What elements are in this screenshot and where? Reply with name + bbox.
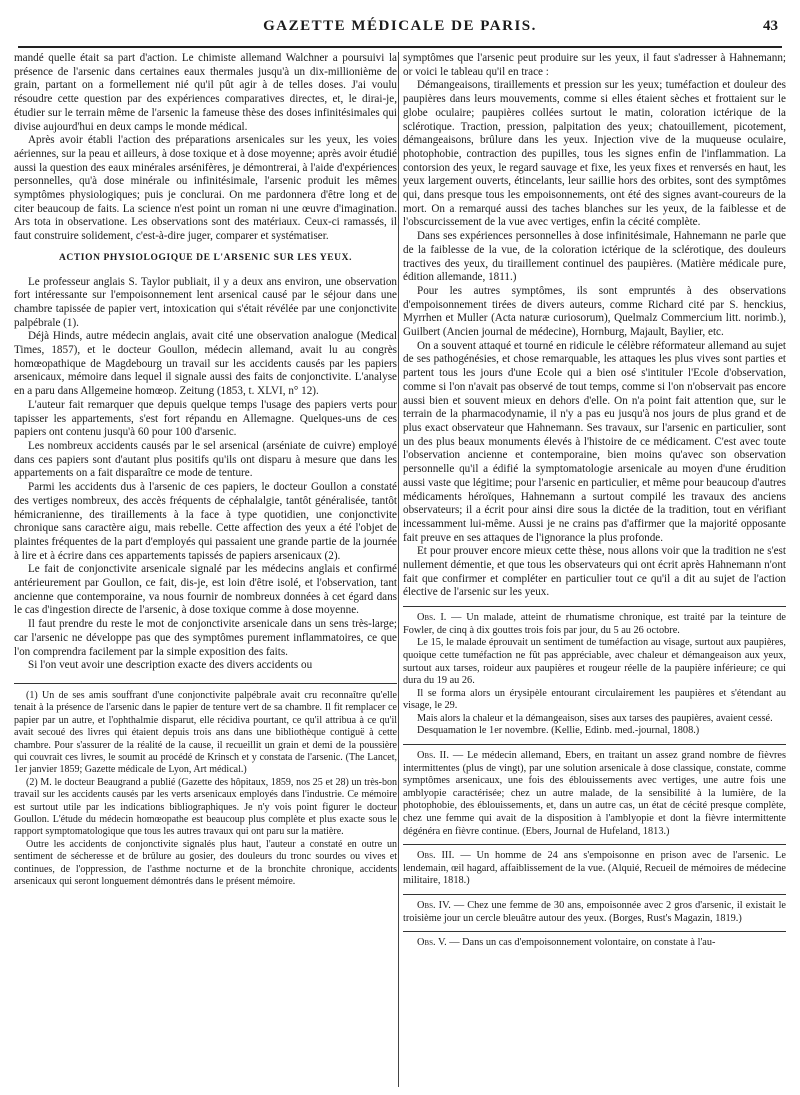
- observation-separator: [403, 844, 786, 845]
- paragraph: Le professeur anglais S. Taylor publiait, il y a deux ans environ, une observation fort intéressante sur l'empoisonnement lent arsenical causé par le séjour dans une chambre tapissée de papier vert, intoxication qui s'était révélée par une conjonctivite palpébrale (1).: [14, 275, 397, 329]
- observation-label: Obs. V.: [417, 937, 447, 949]
- paragraph: Parmi les accidents dus à l'arsenic de ces papiers, le docteur Goullon a constaté des vertiges nombreux, des accès fréquents de céphalalgie, tantôt généralisée, tantôt hémicranienne, des tiraillements à la face à type quotidien, une conjonctivite chronique sans caractère aigu, mais rebelle. Cette affection des yeux a été l'objet de plaintes fréquentes de la part d'employés qui passaient une grande partie de la journée à lire et à écrire dans ces appartements tapissés de papiers arsenicaux (2).: [14, 481, 397, 562]
- paragraph: Démangeaisons, tiraillements et pression sur les yeux; tuméfaction et douleur des paupières dans leurs mouvements, comme si elles étaient sèches et frottaient sur le globe oculaire; paupières collées surtout le matin, coloration ictérique de la sclérotique. Traction, pression, palpitation des yeux; chatouillement, picotement, démangeaisons, brûlure dans les yeux. Injection vive de la muqueuse oculaire, photophobie, contraction des pupilles, tous les signes enfin de l'inflammation. La contorsion des yeux, le regard sauvage et fixe, les yeux fixes et renversés en haut, les yeux largement ouverts, étincelants, leur saillie hors des orbites, sont des symptômes qui, dans presque tous les empoisonnements, ont été des signes avant-coureurs de la mort. On a remarqué aussi des taches blanches sur les yeux, de la faiblesse et de l'obscurcissement de la vue avec vertiges, enfin la cécité complète.: [403, 79, 786, 229]
- observation-text: — Chez une femme de 30 ans, empoisonnée avec 2 gros d'arsenic, il existait le troisième jour un cercle bleuâtre autour des yeux. (Borges, Rust's Magazin, 1819.): [403, 900, 786, 924]
- section-heading: ACTION PHYSIOLOGIQUE DE L'ARSENIC SUR LES YEUX.: [58, 252, 353, 263]
- observation-text: Il se forma alors un érysipèle entourant circulairement les paupières et s'étendant au visage, le 29.: [403, 687, 786, 712]
- observation-5: [403, 937, 786, 950]
- observation-text: Desquamation le 1er novembre. (Kellie, Edinb. med.-journal, 1808.): [417, 725, 700, 737]
- footnote-2-continued: Outre les accidents de conjonctivite signalés plus haut, l'auteur a constaté en outre un sentiment de sécheresse et de brûlure au gosier, des douleurs du tronc sourdes ou vives et continues, de l'oppression, de l'asthme nocturne et de la bronchite chronique, accidents arsenicaux qui seront longuement démontrés dans le présent mémoire.: [14, 838, 397, 888]
- journal-title: GAZETTE MÉDICALE DE PARIS.: [263, 18, 537, 34]
- footnote-1: (1) Un de ses amis souffrant d'une conjonctivite palpébrale avait cru reconnaître qu'elle tenait à la présence de l'arsenic dans le papier de tenture vert de sa chambre. Il fit remplacer ce papier par un autre, et l'ophthalmie disparut, elle récidiva pourtant, ce qu'il attribua à ce qu'il avait secoué des livres qui étaient depuis trois ans dans une bibliothèque contiguë à cette chambre. Pour s'assurer de la réalité de la cause, il recueillit un grain et demi de la poussière qui couvrait ces livres, le soumit au procédé de Krinsch et y constata de l'arsenic. (The Lancet, 1er janvier 1859; Gazette médicale de Lyon, Art médical.): [14, 689, 397, 776]
- observation-2: [403, 750, 786, 838]
- observation-text: Mais alors la chaleur et la démangeaison, sises aux tarses des paupières, avaient cessé.: [417, 712, 773, 724]
- page-header: [18, 12, 782, 48]
- page-number: 43: [763, 18, 778, 34]
- observation-separator: [403, 606, 786, 607]
- paragraph: Dans ses expériences personnelles à dose infinitésimale, Hahnemann ne parle que de la faiblesse de la vue, de la coloration ictérique de la sclérotique, des douleurs tractives des yeux, du tiraillement continuel des paupières. (Matière médicale pure, édition allemande, 1811.): [403, 230, 786, 284]
- paragraph: Et pour prouver encore mieux cette thèse, nous allons voir que la tradition ne s'est nullement démentie, et que tous les observateurs qui ont écrit après Hahnemann n'ont fait que confirmer et compléter en particulier tout ce qu'il a dit au sujet de l'action élective de l'arsenic sur les yeux.: [403, 545, 786, 599]
- paragraph: On a souvent attaqué et tourné en ridicule le célèbre réformateur allemand au sujet de ses pathogénésies, et chose remarquable, les attaques les plus vives sont parties et partent tous les jours d'une Ecole qui a bien osé s'intituler l'Ecole d'observation, comme si l'on n'avait pas observé de tout temps, comme si l'on n'observait pas encore aussi bien et souvent mieux en dehors d'elle. On n'a point fait attention que, sur le terrain de la pharmacodynamie, il n'y a pas eu jusqu'à nos jours de plus grand et de plus exact observateur que Hahnemann. Ses travaux, sur l'arsenic en particulier, sont un des plus beaux monuments élevés à l'histoire de ce médicament. C'est avec toute l'observation ancienne et contemporaine, bien moins qu'avec son observation personnelle qu'il a édifié la symptomatologie arsenicale au moyen d'une érudition aussi vaste que légitime; pour l'arsenic en particulier, et même pour beaucoup d'autres médicaments héroïques, Hahnemann a surtout compilé les travaux des anciens observateurs; il a écrit pour ainsi dire sous la dictée de la tradition, tout en vérifiant incessamment lui-même. Aussi je ne crains pas d'affirmer que la majorité opposante fait preuve en ses attaques de l'ignorance la plus profonde.: [403, 339, 786, 544]
- observation-separator: [403, 931, 786, 932]
- observation-label: Obs. IV.: [417, 900, 451, 911]
- column-divider: [398, 52, 399, 1087]
- observation-text: Le 15, le malade éprouvait un sentiment de tuméfaction au visage, surtout aux paupières, quoique cette tuméfaction ne fût pas appréciable, avec chaleur et démangeaison aux yeux, surtout aux tarses, roideur aux paupières et rougeur réelle de la paupière inférieure; ce qui dura du 19 au 26.: [403, 637, 786, 687]
- observation-separator: [403, 744, 786, 745]
- right-column: [403, 52, 786, 950]
- paragraph: Il faut prendre du reste le mot de conjonctivite arsenicale dans un sens très-large; car l'arsenic ne développe pas que des symptômes purement inflammatoires, ce que l'on comprendra facilement par la simple exposition des faits.: [14, 618, 397, 658]
- paragraph: mandé quelle était sa part d'action. Le chimiste allemand Walchner a poursuivi la présence de l'arsenic dans certaines eaux thermales jusqu'à un dix-millionième de grain, partant on a formellement nié qu'il pût agir à de telles doses. J'ai voulu résoudre cette question par des expériences comparatives directes, et, le dirai-je, étudier sur le terrain même de l'arsenic la fameuse thèse des doses infinitésimales qui divise aujourd'hui en deux camps le monde médical.: [14, 52, 397, 133]
- paragraph: symptômes que l'arsenic peut produire sur les yeux, il faut s'adresser à Hahnemann; or voici le tableau qu'il en trace :: [403, 52, 786, 78]
- observation-4: [403, 900, 786, 925]
- observation-3: [403, 850, 786, 888]
- observation-text: — Un homme de 24 ans s'empoisonne en prison avec de l'arsenic. Le lendemain, œil hagard, affaiblissement de la vue. (Alquié, Recueil de mémoires de médecine militaire, 1818.): [403, 850, 786, 887]
- observation-text: — Un malade, atteint de rhumatisme chronique, est traité par la teinture de Fowler, de cinq à dix gouttes trois fois par jour, du 5 au 26 octobre.: [403, 612, 786, 636]
- observation-label: Obs. III.: [417, 850, 455, 862]
- paragraph: Les nombreux accidents causés par le sel arsenical (arséniate de cuivre) employé dans ces papiers sont d'autant plus positifs qu'ils ont disparu à mesure que dans les appartements on a fait disparaître ce mode de tenture.: [14, 439, 397, 480]
- paragraph: L'auteur fait remarquer que depuis quelque temps l'usage des papiers verts pour tapisser les appartements, s'est fort répandu en Allemagne. Quelques-uns de ces papiers ont contenu jusqu'à 60 pour 100 d'arsenic.: [14, 398, 397, 439]
- observation-separator: [403, 894, 786, 895]
- footnotes: [14, 683, 397, 889]
- paragraph: Le fait de conjonctivite arsenicale signalé par les médecins anglais et confirmé antérieurement par Goullon, ce fait, dis-je, est loin d'être isolé, et l'observation, tant ancienne que contemporaine, va nous fournir de nombreux données à cet égard dans le cas d'ingestion directe de l'arsenic, à dose toxique comme à dose moyenne.: [14, 563, 397, 617]
- observation-text: — Dans un cas d'empoisonnement volontaire, on constate à l'au-: [449, 937, 716, 949]
- paragraph: Après avoir établi l'action des préparations arsenicales sur les yeux, les voies aériennes, sur la peau et ailleurs, à dose toxique et à dose moyenne; après avoir étudié aussi la question des eaux minérales arsénifères, je démontrerai, à l'aide d'expériences personnelles, qu'à dose minérale ou infinitésimale, l'arsenic produit les mêmes symptômes physiologiques; puis je conclurai. On me pardonnera d'être long et de citer beaucoup de faits. La science n'est point un roman ni une œuvre d'imagination. Ars tota in observatione. Les observations sont des matériaux. Ceux-ci ramassés, il faut construire solidement, c'est-à-dire juger, comparer et systématiser.: [14, 134, 397, 243]
- paragraph: Déjà Hinds, autre médecin anglais, avait cité une observation analogue (Medical Times, 1857), et le docteur Goullon, médecin allemand, avait lu au congrès homœopathique de Magdebourg un travail sur les accidents causés par les papiers arsenicaux, mémoire dans lequel il signale aussi des faits de conjonctivite. L'analyse en a paru dans Allgemeine homœop. Zeitung (1853, t. XLVI, n° 12).: [14, 330, 397, 398]
- left-column: [14, 52, 397, 888]
- paragraph: Pour les autres symptômes, ils sont empruntés à des observations d'empoisonnement tirées de divers auteurs, comme Richard cité par S. henckius, Myrrhen et Muller (Acta naturæ curiosorum), Quelmalz Commercium litt. norimb.), Guilbert (Ancien journal de médecine), Hornburg, Majault, Baylier, etc.: [403, 284, 786, 339]
- observation-label: Obs. II.: [417, 750, 449, 762]
- observation-text: — Le médecin allemand, Ebers, en traitant un assez grand nombre de fièvres intermittentes (plus de vingt), par une solution arsenicale à dose classique, constate, comme symptômes arsenicaux, une fois des éblouissements avec vertiges, une autre fois une amblyopie caractérisée; chez un autre malade, de la sensibilité à la lumière, de la photophobie, des éblouissements, et, dans un autre cas, un état de cécité presque complète, chez une femme qui avait de la disposition à l'amblyopie et dont la fièvre intermittente dégénéra en fièvre continue. (Ebers, Journal de Hufeland, 1813.): [403, 750, 786, 837]
- observation-1: [403, 612, 786, 738]
- paragraph: Si l'on veut avoir une description exacte des divers accidents ou: [28, 659, 313, 672]
- footnote-2: (2) M. le docteur Beaugrand a publié (Gazette des hôpitaux, 1859, nos 25 et 28) un très-bon travail sur les accidents causés par les verts arsenicaux employés dans l'industrie. Ce mémoire est surtout utile par les indications bibliographiques. Je n'y vois point figurer le docteur Goullon. L'étude du médecin homœopathe est beaucoup plus complète et plus exacte sous le rapport symptomatologique que tous les autres travaux qui ont paru sur la matière.: [14, 776, 397, 838]
- observation-label: Obs. I.: [417, 612, 447, 624]
